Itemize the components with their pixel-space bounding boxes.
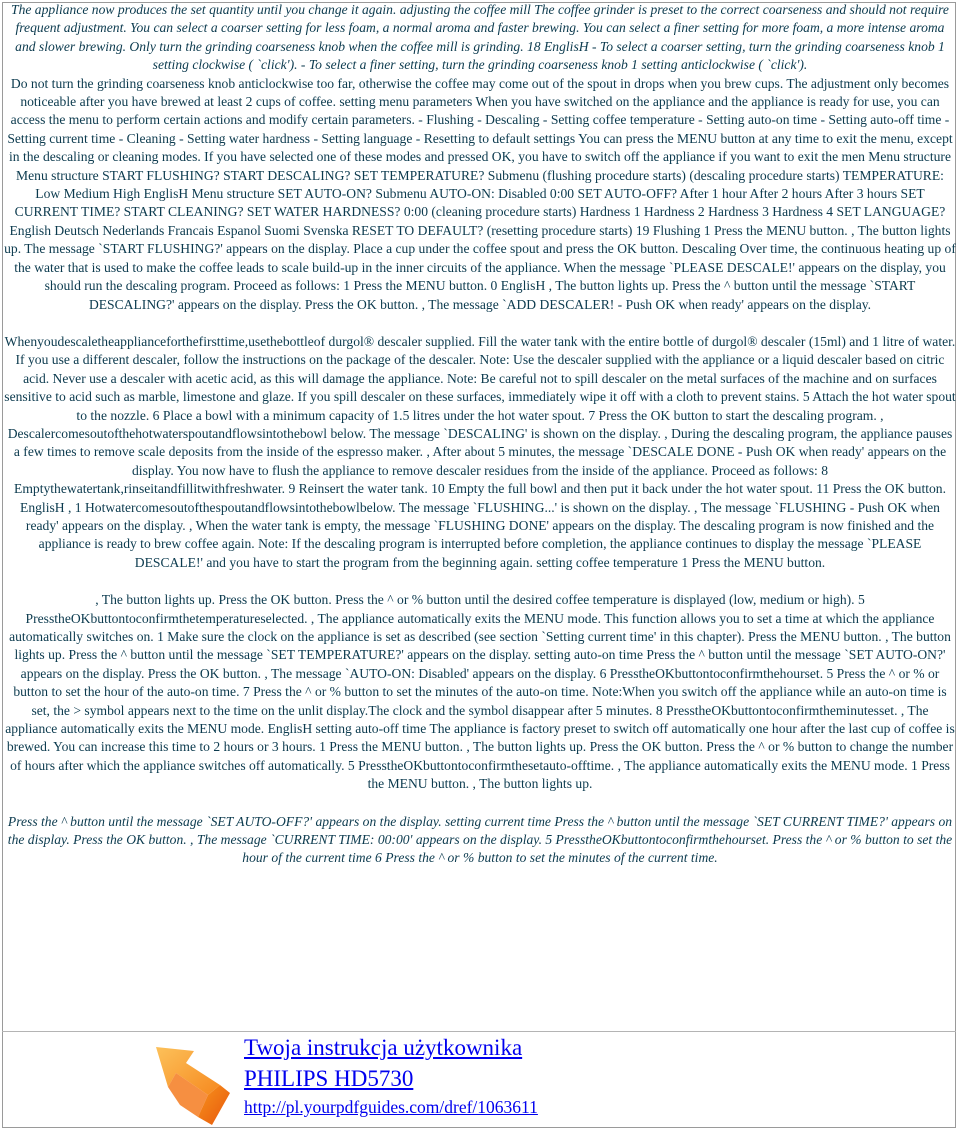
manual-title-link[interactable]: Twoja instrukcja użytkownika — [244, 1035, 523, 1060]
paragraph-coffee-mill: The appliance now produces the set quantity until you change it again. adjusting the coffee mill The coffee grinder is preset to the correct coarseness and should not require frequent adjustment. You can select a coarser setting for less foam, a normal aroma and faster brewing. You can select a finer setting for more foam, a more intense aroma and slower brewing. Only turn the grinding coarseness knob when the coffee mill is grinding. 18 EnglisH - To select a coarser setting, turn the grinding coarseness knob 1 setting clockwise ( `click'). - To select a finer setting, turn the grinding coarseness knob 1 setting anticlockwise ( `click'). — [11, 2, 949, 73]
footer-links — [244, 1032, 944, 1120]
document-body — [4, 1, 956, 868]
footer — [0, 1032, 960, 1132]
paragraph-menu-descaling: Do not turn the grinding coarseness knob anticlockwise too far, otherwise the coffee may come out of the spout in drops when you brew cups. The adjustment only becomes noticeable after you have brewed at least 2 cups of coffee. setting menu parameters When you have switched on the appliance and the appliance is ready for use, you can access the menu to perform certain actions and modify certain parameters. - Flushing - Descaling - Setting coffee temperature - Setting auto-on time - Setting auto-off time - Setting current time - Cleaning - Setting water hardness - Setting language - Resetting to default settings You can press the MENU button at any time to exit the menu, except in the descaling or cleaning modes. If you have selected one of these modes and pressed OK, you have to switch off the appliance if you want to exit the men Menu structure Menu structure START FLUSHING? START DESCALING? SET TEMPERATURE? Submenu (flushing procedure starts) (descaling procedure starts) TEMPERATURE: Low Medium High EnglisH Menu structure SET AUTO-ON? Submenu AUTO-ON: Disabled 0:00 SET AUTO-OFF? After 1 hour After 2 hours After 3 hours SET CURRENT TIME? START CLEANING? SET WATER HARDNESS? 0:00 (cleaning procedure starts) Hardness 1 Hardness 2 Hardness 3 Hardness 4 SET LANGUAGE? English Deutsch Nederlands Francais Espanol Suomi Svenska RESET TO DEFAULT? (resetting procedure starts) 19 Flushing 1 Press the MENU button. , The button lights up. The message `START FLUSHING?' appears on the display. Place a cup under the coffee spout and press the OK button. Descaling Over time, the continuous heating up of the water that is used to make the coffee leads to scale build-up in the inner circuits of the appliance. When the message `PLEASE DESCALE!' appears on the display, you should run the descaling program. Proceed as follows: 1 Press the MENU button. 0 EnglisH , The button lights up. Press the ^ button until the message `START DESCALING?' appears on the display. Press the OK button. , The message `ADD DESCALER! - Push OK when ready' appears on the display. — [4, 75, 956, 312]
paragraph-gap — [4, 572, 956, 591]
paragraph-descaler-flushing: Whenyoudescaletheapplianceforthefirsttime,usethebottleof durgol® descaler supplied. Fill the water tank with the entire bottle of durgol® descaler (15ml) and 1 litre of water. If you use a different descaler, follow the instructions on the package of the descaler. Note: Use the descaler supplied with the appliance or a liquid descaler based on citric acid. Never use a descaler with acetic acid, as this will damage the appliance. Note: Be careful not to spill descaler on the metal surfaces of the machine and on surfaces sensitive to acid such as marble, limestone and glaze. If you spill descaler on these surfaces, immediately wipe it off with a cloth to prevent stains. 5 Attach the hot water spout to the nozzle. 6 Place a bowl with a minimum capacity of 1.5 litres under the hot water spout. 7 Press the OK button to start the descaling program. , Descalercomesoutofthehotwaterspoutandflowsintothebowl below. The message `DESCALING' is shown on the display. , During the descaling program, the appliance pauses a few times to remove scale deposits from the inside of the espresso maker. , After about 5 minutes, the message `DESCALE DONE - Push OK when ready' appears on the display. You now have to flush the appliance to remove descaler residues from the inside of the appliance. Proceed as follows: 8 Emptythewatertank,rinseitandfillitwithfreshwater. 9 Reinsert the water tank. 10 Empty the full bowl and then put it back under the hot water spout. 11 Press the OK button. EnglisH , 1 Hotwatercomesoutofthespoutandflowsintothebowlbelow. The message `FLUSHING...' is shown on the display. , The message `FLUSHING - Push OK when ready' appears on the display. , When the water tank is empty, the message `FLUSHING DONE' appears on the display. The descaling program is now finished and the appliance is ready to brew coffee again. Note: If the descaling program is interrupted before completion, the appliance continues to display the message `PLEASE DESCALE!' and you have to start the program from the beginning again. setting coffee temperature 1 Press the MENU button. — [4, 333, 956, 570]
paragraph-gap — [4, 794, 956, 813]
paragraph-current-time: Press the ^ button until the message `SET AUTO-OFF?' appears on the display. setting current time Press the ^ button until the message `SET CURRENT TIME?' appears on the display. Press the OK button. , The message `CURRENT TIME: 00:00' appears on the display. 5 PresstheOKbuttontoconfirmthehourset. Press the ^ or % button to set the hour of the current time 6 Press the ^ or % button to set the minutes of the current time. — [7, 813, 953, 866]
product-model-link[interactable]: PHILIPS HD5730 — [244, 1066, 414, 1091]
paragraph-temperature-auto-times: , The button lights up. Press the OK button. Press the ^ or % button until the desired coffee temperature is displayed (low, medium or high). 5 PresstheOKbuttontoconfirmthetemperatureselected. , The appliance automatically exits the MENU mode. This function allows you to set a time at which the appliance automatically switches on. 1 Make sure the clock on the appliance is set as described (see section `Setting current time' in this chapter). Press the MENU button. , The button lights up. Press the ^ button until the message `SET TEMPERATURE?' appears on the display. setting auto-on time Press the ^ button until the message `SET AUTO-ON?' appears on the display. Press the OK button. , The message `AUTO-ON: Disabled' appears on the display. 6 PresstheOKbuttontoconfirmthehourset. 5 Press the ^ or % or button to set the hour of the auto-on time. 7 Press the ^ or % button to set the minutes of the auto-on time. Note:When you switch off the appliance while an auto-on time is set, the > symbol appears next to the time on the unlit display.The clock and the symbol disappear after 5 minutes. 8 PresstheOKbuttontoconfirmtheminutesset. , The appliance automatically exits the MENU mode. EnglisH setting auto-off time The appliance is factory preset to switch off automatically one hour after the last cup of coffee is brewed. You can increase this time to 2 hours or 3 hours. 1 Press the MENU button. , The button lights up. Press the OK button. Press the ^ or % button to change the number of hours after which the appliance switches off automatically. 5 PresstheOKbuttontoconfirmthesetauto-offtime. , The appliance automatically exits the MENU mode. 1 Press the MENU button. , The button lights up. — [5, 592, 955, 792]
source-url-link[interactable]: http://pl.yourpdfguides.com/dref/1063611 — [244, 1097, 538, 1117]
orange-arrow-logo-icon — [150, 1033, 234, 1129]
paragraph-gap — [4, 314, 956, 333]
